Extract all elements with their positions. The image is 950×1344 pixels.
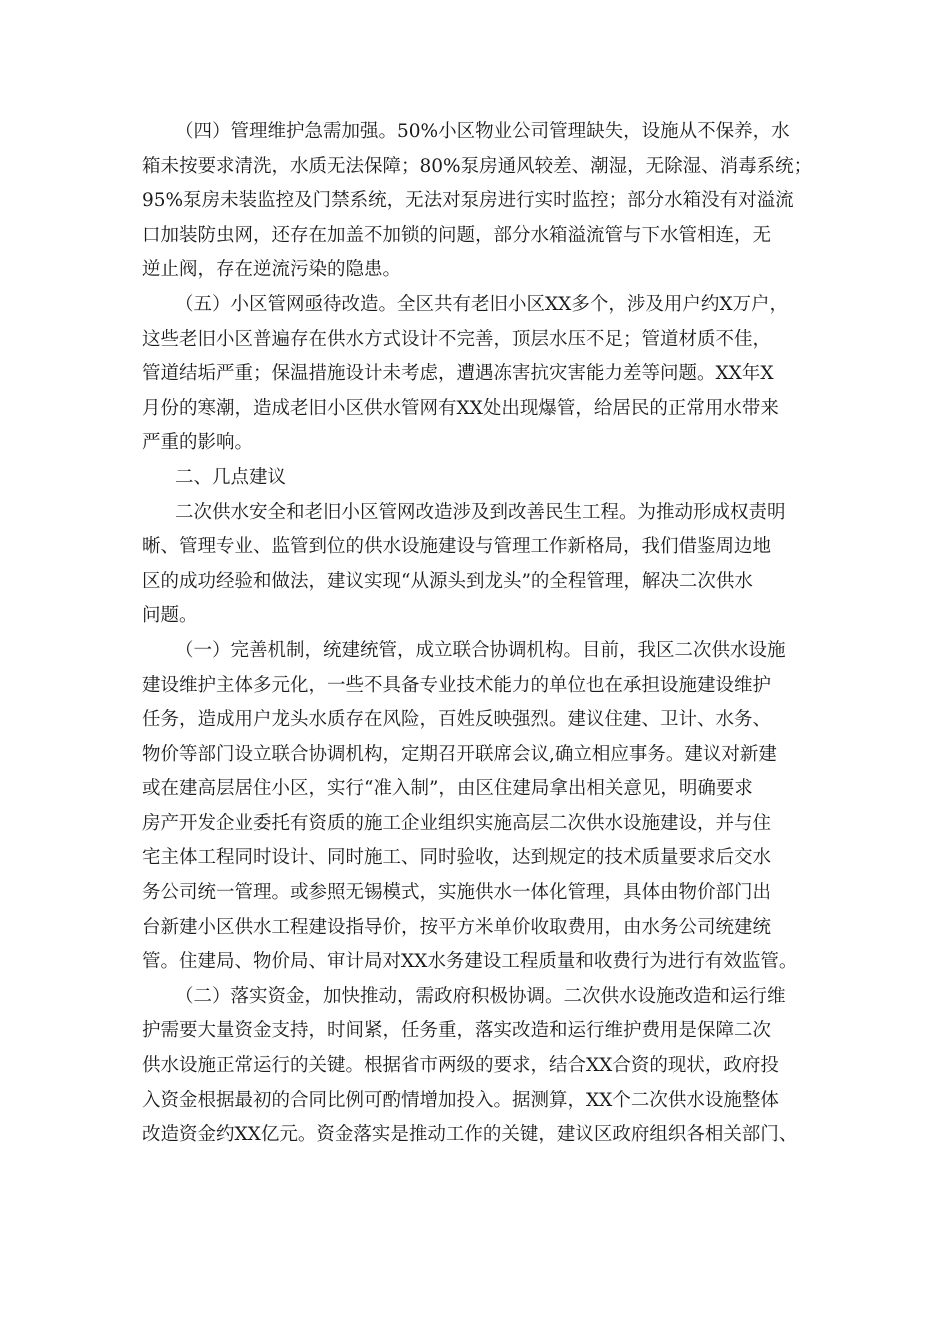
text-line: 供水设施正常运行的关键。根据省市两级的要求，结合XX合资的现状，政府投 [142, 1055, 779, 1077]
document-body [142, 115, 822, 1153]
text-line: 逆止阀，存在逆流污染的隐患。 [142, 259, 402, 281]
text-line: 管。住建局、物价局、审计局对XX水务建设工程质量和收费行为进行有效监管。 [142, 951, 798, 973]
text-line: 区的成功经验和做法，建议实现“从源头到龙头”的全程管理，解决二次供水 [142, 570, 753, 592]
text-line: 改造资金约XX亿元。资金落实是推动工作的关键，建议区政府组织各相关部门、 [142, 1124, 798, 1146]
text-line: （五）小区管网亟待改造。全区共有老旧小区XX多个，涉及用户约X万户， [175, 293, 789, 315]
text-line: 月份的寒潮，造成老旧小区供水管网有XX处出现爆管，给居民的正常用水带来 [142, 397, 779, 419]
text-line: 入资金根据最初的合同比例可酌情增加投入。据测算，XX个二次供水设施整体 [142, 1089, 779, 1111]
paragraph-funding [142, 980, 822, 1153]
text-line: 物价等部门设立联合协调机构，定期召开联席会议,确立相应事务。建议对新建 [142, 743, 777, 765]
text-line: 房产开发企业委托有资质的施工企业组织实施高层二次供水设施建设，并与住 [142, 812, 772, 834]
text-line: 或在建高层居住小区，实行“准入制”，由区住建局拿出相关意见，明确要求 [142, 778, 753, 800]
text-line: 严重的影响。 [142, 432, 254, 454]
text-line: 这些老旧小区普遍存在供水方式设计不完善，顶层水压不足；管道材质不佳， [142, 328, 772, 350]
text-line: 建设维护主体多元化，一些不具备专业技术能力的单位也在承担设施建设维护 [142, 674, 772, 696]
text-line: 箱未按要求清洗，水质无法保障；80%泵房通风较差、潮湿，无除湿、消毒系统； [142, 155, 813, 177]
paragraph-management-maintenance [142, 115, 822, 288]
text-line: 95%泵房未装监控及门禁系统，无法对泵房进行实时监控；部分水箱没有对溢流 [142, 190, 794, 212]
text-line: 务公司统一管理。或参照无锡模式，实施供水一体化管理，具体由物价部门出 [142, 882, 772, 904]
section-heading: 二、几点建议 [175, 466, 287, 488]
paragraph-intro [142, 496, 822, 634]
paragraph-pipe-network [142, 288, 822, 461]
section-heading-suggestions [142, 461, 822, 496]
text-line: 二次供水安全和老旧小区管网改造涉及到改善民生工程。为推动形成权责明 [175, 501, 786, 523]
text-line: 口加装防虫网，还存在加盖不加锁的问题，部分水箱溢流管与下水管相连，无 [142, 224, 772, 246]
text-line: 台新建小区供水工程建设指导价，按平方米单价收取费用，由水务公司统建统 [142, 916, 772, 938]
text-line: 宅主体工程同时设计、同时施工、同时验收，达到规定的技术质量要求后交水 [142, 847, 772, 869]
text-line: （二）落实资金，加快推动，需政府积极协调。二次供水设施改造和运行维 [175, 985, 786, 1007]
text-line: 护需要大量资金支持，时间紧，任务重，落实改造和运行维护费用是保障二次 [142, 1020, 772, 1042]
paragraph-mechanism [142, 634, 822, 980]
text-line: 管道结垢严重；保温措施设计未考虑，遭遇冻害抗灾害能力差等问题。XX年X [142, 363, 774, 385]
text-line: 问题。 [142, 605, 198, 627]
text-line: （一）完善机制，统建统管，成立联合协调机构。目前，我区二次供水设施 [175, 639, 786, 661]
text-line: 晰、管理专业、监管到位的供水设施建设与管理工作新格局，我们借鉴周边地 [142, 536, 772, 558]
text-line: 任务，造成用户龙头水质存在风险，百姓反映强烈。建议住建、卫计、水务、 [142, 709, 772, 731]
text-line: （四）管理维护急需加强。50%小区物业公司管理缺失，设施从不保养，水 [175, 121, 790, 142]
